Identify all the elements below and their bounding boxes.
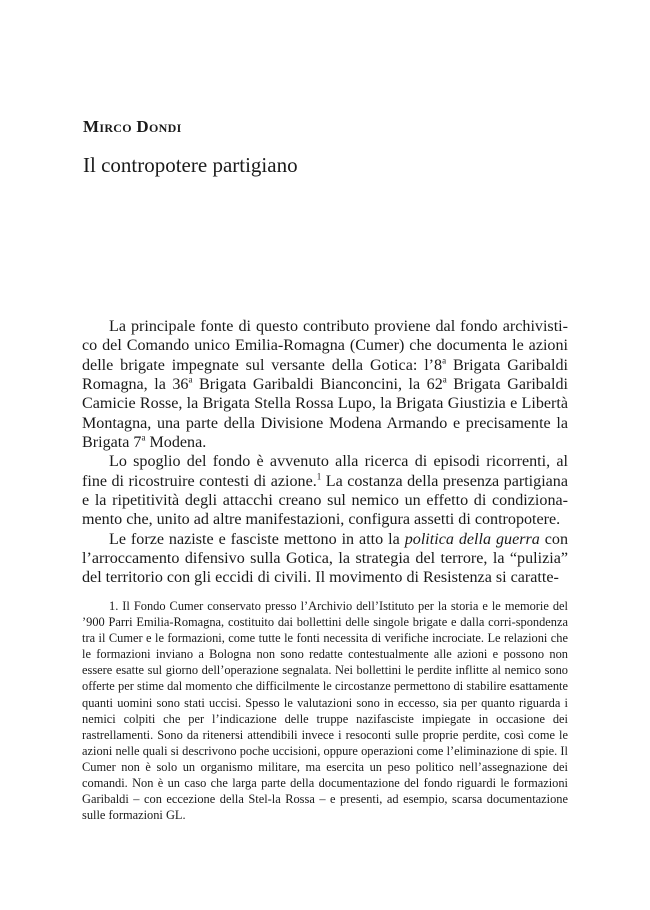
article-body [82, 317, 568, 588]
footnotes-section [82, 598, 568, 823]
body-paragraph-1 [82, 317, 568, 452]
body-paragraph-2 [82, 452, 568, 529]
p1-text-a: La principale fonte di questo contributo proviene dal fondo archivisti-co del Comando unico Emilia-Romagna (Cumer) che documenta le azioni delle brigate impegnate sul versante della Gotica: l’8 [82, 318, 568, 374]
p2-text-a: Lo spoglio del fondo è avvenuto alla ricerca di episodi ricorrenti, al fine di ricostruire contesti di azione. [82, 453, 568, 490]
ordinal-sup-3: a [442, 374, 447, 385]
p3-text-b: con l’arroccamento difensivo sulla Gotica, la strategia del terrore, la “pulizia” del territorio con gli eccidi di civili. Il movimento di Resistenza si caratte- [82, 530, 568, 587]
author-name: Mirco Dondi [83, 117, 182, 136]
ordinal-sup-1: a [442, 355, 447, 366]
article-title: Il contropotere partigiano [83, 153, 298, 177]
p1-text-b: Brigata Garibaldi Romagna, la 36 [82, 356, 569, 394]
p1-text-e: Modena. [145, 434, 207, 452]
p3-text-a: Le forze naziste e fasciste mettono in atto la [109, 530, 405, 548]
p3-italic-phrase: politica della guerra [404, 530, 540, 548]
p2-text-b: La costanza della presenza partigiana e la ripetitività degli attacchi creano sul nemico un effetto di condiziona-mento che, unito ad altre manifestazioni, configura assetti di contropotere. [82, 472, 569, 529]
body-paragraph-3 [82, 530, 568, 588]
footnote-ref-1[interactable]: 1 [316, 471, 322, 482]
footnote-1: 1. Il Fondo Cumer conservato presso l’Archivio dell’Istituto per la storia e le memorie del ’900 Parri Emilia-Romagna, costituito dai bollettini delle singole brigate e dalla corri-spondenza tra il Cumer e le formazioni, come tutte le fonti necessita di verifiche incrociate. Le relazioni che le formazioni inviano a Bologna non sono redatte contestualmente alle azioni e possono non essere esatte sul giorno dell’operazione segnalata. Nei bollettini le perdite inflitte al nemico sono offerte per stime dal momento che difficilmente le circostanze permettono di stabilire esattamente quanti uomini sono stati uccisi. Spesso le valutazioni sono in eccesso, sia per quanto riguarda i nemici colpiti che per l’indicazione delle truppe nazifasciste impiegate in occasione dei rastrellamenti. Sono da ritenersi attendibili invece i resoconti sulle proprie perdite, così come le azioni nelle quali si descrivono poche uccisioni, oppure operazioni come l’eliminazione di spie. Il Cumer non è solo un organismo militare, ma esercita un peso politico nell’assegnazione dei comandi. Non è un caso che larga parte della documentazione del fondo riguardi le formazioni Garibaldi – con eccezione della Stel-la Rossa – e presenti, ad esempio, scarsa documentazione sulle formazioni GL. [82, 599, 568, 823]
p1-text-c: Brigata Garibaldi Bianconcini, la 62 [192, 376, 443, 394]
ordinal-sup-4: a [141, 432, 146, 443]
ordinal-sup-2: a [188, 374, 193, 385]
p1-text-d: Brigata Garibaldi Camicie Rosse, la Brigata Stella Rossa Lupo, la Brigata Giustizia e Libertà Montagna, una parte della Divisione Modena Armando e precisamente la Brigata 7 [82, 376, 568, 452]
